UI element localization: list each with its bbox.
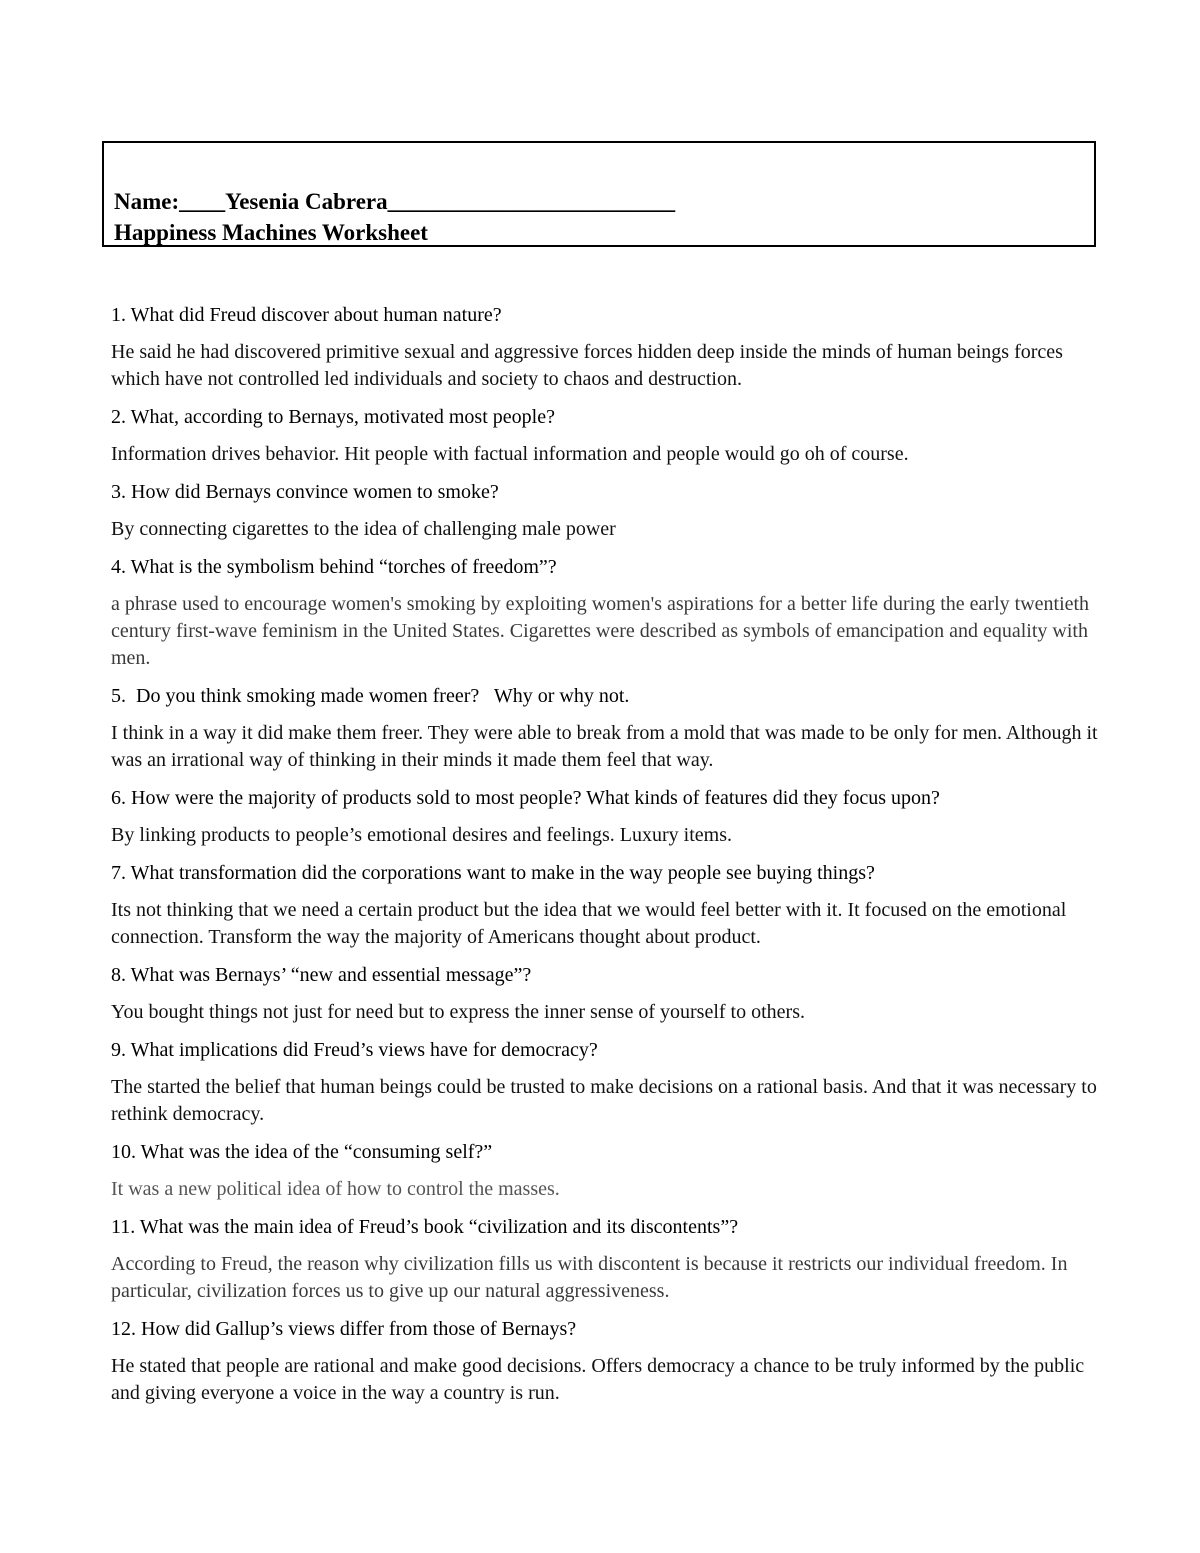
question-12: 12. How did Gallup’s views differ from those of Bernays? (111, 1318, 577, 1340)
question-11: 11. What was the main idea of Freud’s book “civilization and its discontents”? (111, 1216, 739, 1238)
header-box (102, 141, 1096, 247)
answer-5: I think in a way it did make them freer. They were able to break from a mold that was made to be only for men. Although it was an irrational way of thinking in their minds it made them feel that way. (111, 722, 1098, 771)
qa-item-12 (111, 1316, 1111, 1407)
question-9: 9. What implications did Freud’s views have for democracy? (111, 1039, 598, 1061)
answer-9: The started the belief that human beings could be trusted to make decisions on a rational basis. And that it was necessary to rethink democracy. (111, 1076, 1097, 1125)
qa-item-2 (111, 404, 1111, 468)
worksheet-title: Happiness Machines Worksheet (114, 220, 428, 245)
qa-item-10 (111, 1139, 1111, 1203)
qa-item-5 (111, 683, 1111, 774)
question-2: 2. What, according to Bernays, motivated most people? (111, 406, 555, 428)
question-5: 5. Do you think smoking made women freer? Why or why not. (111, 685, 630, 707)
qa-item-3 (111, 479, 1111, 543)
answer-6: By linking products to people’s emotional desires and feelings. Luxury items. (111, 824, 733, 846)
answer-7: Its not thinking that we need a certain product but the idea that we would feel better with it. It focused on the emotional connection. Transform the way the majority of Americans thought about product. (111, 899, 1067, 948)
answer-10: It was a new political idea of how to control the masses. (111, 1178, 560, 1200)
question-list (111, 302, 1111, 1418)
answer-12: He stated that people are rational and make good decisions. Offers democracy a chance to be truly informed by the public and giving everyone a voice in the way a country is run. (111, 1355, 1085, 1404)
question-10: 10. What was the idea of the “consuming self?” (111, 1141, 493, 1163)
qa-item-1 (111, 302, 1111, 393)
name-line: Name:____Yesenia Cabrera_________________________ (114, 189, 676, 214)
qa-item-7 (111, 860, 1111, 951)
answer-2: Information drives behavior. Hit people with factual information and people would go oh of course. (111, 443, 909, 465)
question-7: 7. What transformation did the corporations want to make in the way people see buying things? (111, 862, 875, 884)
answer-11: According to Freud, the reason why civilization fills us with discontent is because it restricts our individual freedom. In particular, civilization forces us to give up our natural aggressiveness. (111, 1253, 1068, 1302)
qa-item-6 (111, 785, 1111, 849)
question-4: 4. What is the symbolism behind “torches of freedom”? (111, 556, 557, 578)
answer-4: a phrase used to encourage women's smoking by exploiting women's aspirations for a better life during the early twentieth century first-wave feminism in the United States. Cigarettes were described as symbols of emancipation and equality with men. (111, 593, 1090, 669)
question-6: 6. How were the majority of products sold to most people? What kinds of features did they focus upon? (111, 787, 940, 809)
qa-item-4 (111, 554, 1111, 672)
qa-item-11 (111, 1214, 1111, 1305)
question-1: 1. What did Freud discover about human nature? (111, 304, 502, 326)
answer-8: You bought things not just for need but to express the inner sense of yourself to others. (111, 1001, 805, 1023)
qa-item-9 (111, 1037, 1111, 1128)
question-8: 8. What was Bernays’ “new and essential message”? (111, 964, 532, 986)
question-3: 3. How did Bernays convince women to smoke? (111, 481, 499, 503)
answer-1: He said he had discovered primitive sexual and aggressive forces hidden deep inside the minds of human beings forces which have not controlled led individuals and society to chaos and destruction. (111, 341, 1063, 390)
answer-3: By connecting cigarettes to the idea of challenging male power (111, 518, 616, 540)
qa-item-8 (111, 962, 1111, 1026)
